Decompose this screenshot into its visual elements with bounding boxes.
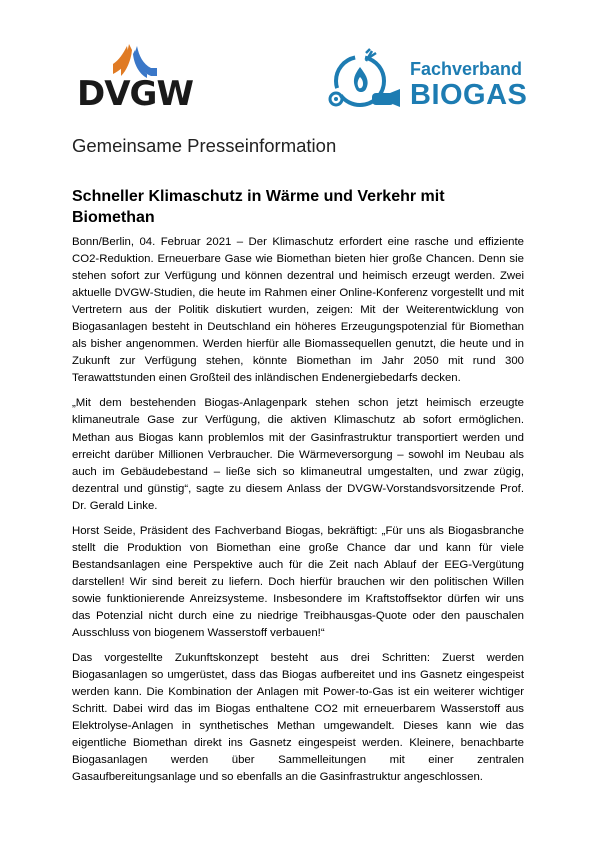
fachverband-biogas-logo: [326, 47, 528, 113]
biogas-emblem-icon: [326, 47, 406, 113]
body-paragraph: „Mit dem bestehenden Biogas-Anlagenpark stehen schon jetzt heimisch erzeugte klimaneutrale Gase zur Verfügung, die aktiven Klimaschutz ab sofort ermöglichen. Methan aus Biogas kann problemlos mit der Gasinfrastruktur transportiert werden und erreicht darüber Millionen Verbraucher. Die Wärmeversorgung – sowohl im Neubau als auch im Gebäudebestand – ließe sich so klimaneutral umgestalten, und zwar zügig, dezentral und günstig“, sagte zu diesem Anlass der DVGW-Vorstandsvorsitzende Prof. Dr. Gerald Linke.: [72, 397, 524, 512]
dvgw-logo: [77, 44, 193, 116]
biogas-wordmark: BIOGAS: [410, 79, 528, 111]
body-paragraph: Das vorgestellte Zukunftskonzept besteht aus drei Schritten: Zuerst werden Biogasanlagen so umgerüstet, dass das Biogas aufbereitet und ins Gasnetz eingespeist werden kann. Die Kombination der Anlagen mit Power-to-Gas ist ein weiterer wichtiger Schritt. Dabei wird das im Biogas enthaltene CO2 mit erneuerbarem Wasserstoff aus Elektrolyse-Anlagen in synthetisches Methan umgewandelt. Dieses kann wie das eigentliche Biomethan direkt ins Gasnetz eingespeist werden. Kleinere, benachbarte Biogasanlagen werden über Sammelleitungen mit einer zentralen Gasaufbereitungsanlage und so ebenfalls an die Gasinfrastruktur angeschlossen.: [72, 652, 524, 784]
body-paragraph: Bonn/Berlin, 04. Februar 2021 – Der Klimaschutz erfordert eine rasche und effiziente CO2-Reduktion. Erneuerbare Gase wie Biomethan bieten hier große Chancen. Denn sie stehen sofort zur Verfügung und können dezentral und heimisch erzeugt werden. Zwei aktuelle DVGW-Studien, die heute im Rahmen einer Online-Konferenz vorgestellt und mit Vertretern aus der Politik diskutiert wurden, zeigen: Mit der Weiterentwicklung von Biogasanlagen besteht in Deutschland ein höheres Erzeugungspotenzial für Biomethan als bisher angenommen. Werden hierfür alle Biomassequellen genutzt, die heute und in Zukunft zur Verfügung stehen, könnte Biomethan im Jahr 2050 mit rund 300 Terawattstunden einen Großteil des inländischen Endenergiebedarfs decken.: [72, 236, 524, 385]
body-paragraph: Horst Seide, Präsident des Fachverband Biogas, bekräftigt: „Für uns als Biogasbranche stellt die Produktion von Biomethan eine große Chance dar und kann für viele Bestandsanlagen eine Perspektive auch für die Zeit nach Ablauf der EEG-Vergütung darstellen! Wir sind bereit zu liefern. Doch hierfür brauchen wir den politischen Willen sowie funktionierende Anreizsysteme. Insbesondere im Kraftstoffsektor dürfen wir uns das Potenzial nicht durch eine zu niedrige Treibhausgas-Quote oder den pauschalen Ausschluss von biogenem Wasserstoff verbauen!“: [72, 524, 524, 640]
document-subtitle: Gemeinsame Presseinformation: [72, 135, 337, 156]
press-release-body: [72, 234, 524, 794]
fachverband-wordmark: Fachverband: [410, 59, 523, 79]
press-release-headline: Schneller Klimaschutz in Wärme und Verkehr mit Biomethan: [72, 188, 445, 226]
dvgw-wordmark: DVGW: [77, 74, 193, 114]
